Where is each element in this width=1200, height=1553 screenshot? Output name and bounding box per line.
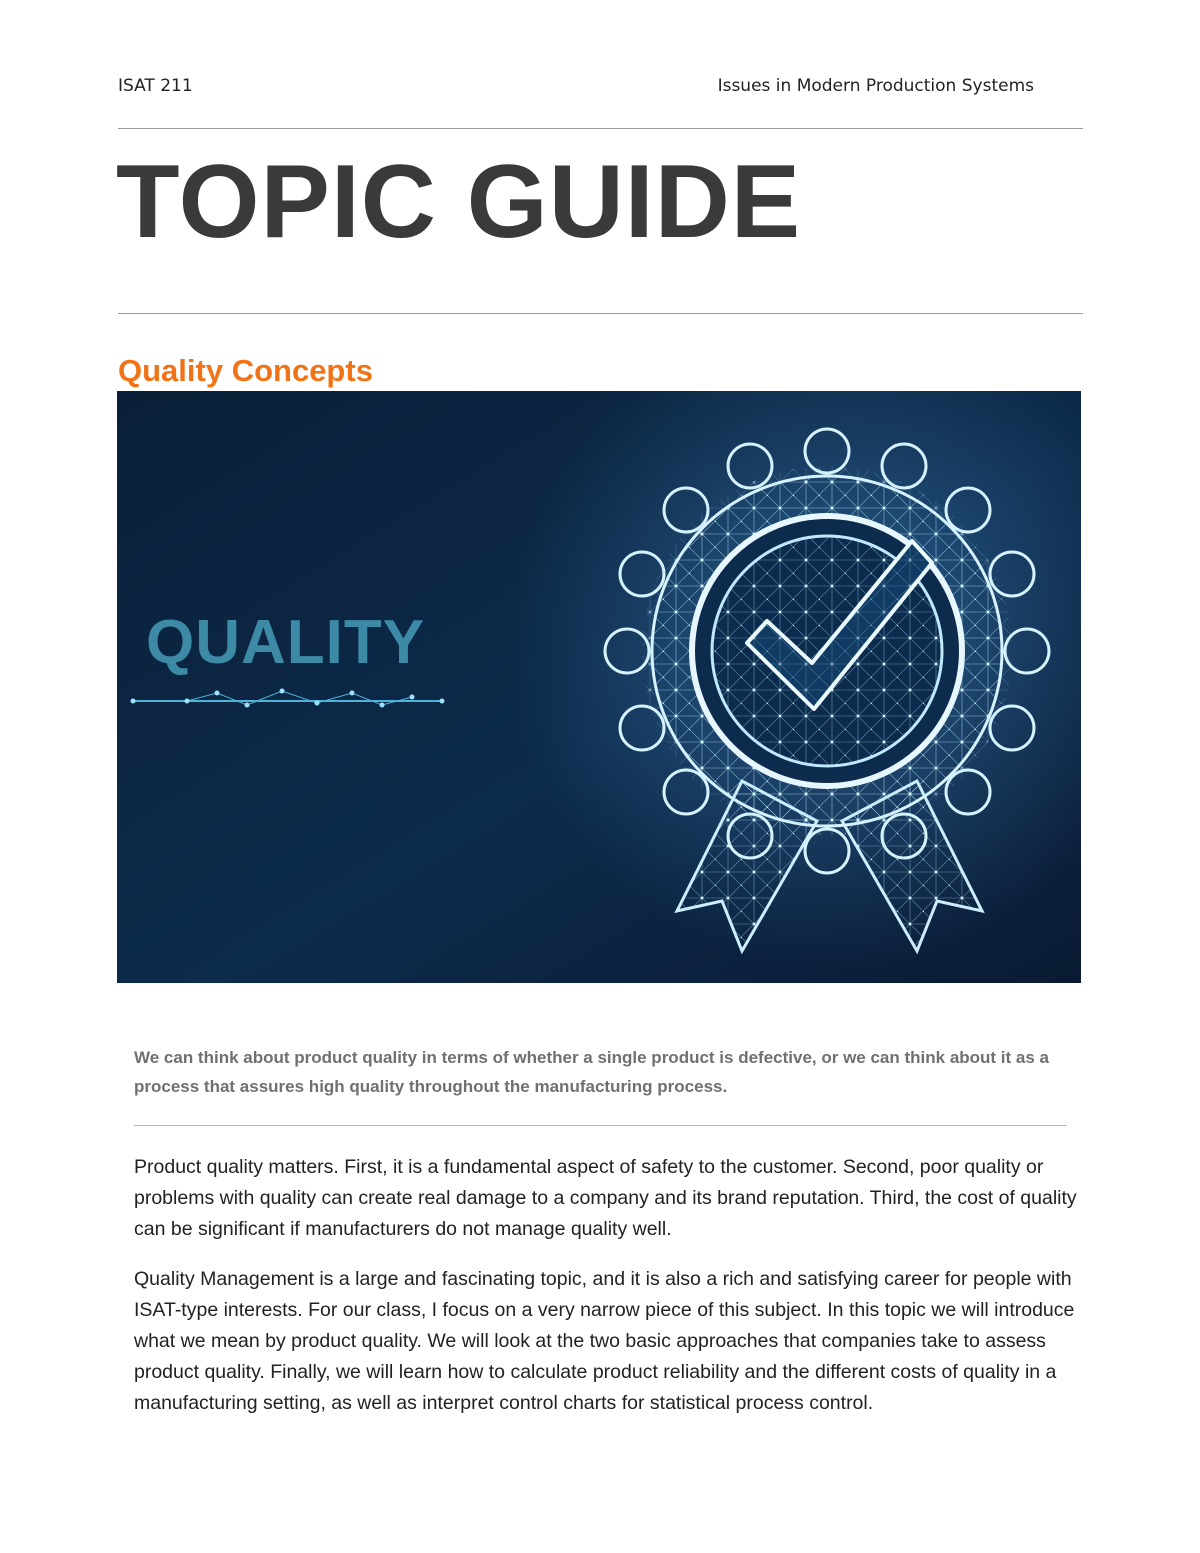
section-heading: Quality Concepts	[118, 353, 373, 388]
intro-divider	[134, 1125, 1067, 1126]
page-title: TOPIC GUIDE	[116, 144, 802, 260]
title-divider	[118, 313, 1083, 314]
course-code: ISAT 211	[118, 76, 193, 96]
intro-callout: We can think about product quality in terms of whether a single product is defective, or we can think about it as a process that assures high quality throughout the manufacturing process.	[134, 1048, 1050, 1096]
header-divider	[118, 128, 1083, 129]
hero-quality-text: QUALITY	[146, 608, 426, 677]
body-paragraph-2: Quality Management is a large and fascinating topic, and it is also a rich and satisfying career for people with ISAT-type interests. For our class, I focus on a very narrow piece of this subject. In this topic we will introduce what we mean by product quality. We will look at the two basic approaches that companies take to assess product quality. Finally, we will learn how to calculate product reliability and the different costs of quality in a manufacturing setting, as well as interpret control charts for statistical process control.	[134, 1268, 1075, 1414]
body-paragraph-1: Product quality matters. First, it is a fundamental aspect of safety to the customer. Second, poor quality or problems with quality can create real damage to a company and its brand reputation. Third, the cost of quality can be significant if manufacturers do not manage quality well.	[134, 1156, 1077, 1240]
course-name: Issues in Modern Production Systems	[717, 76, 1034, 96]
hero-image	[117, 391, 1081, 983]
